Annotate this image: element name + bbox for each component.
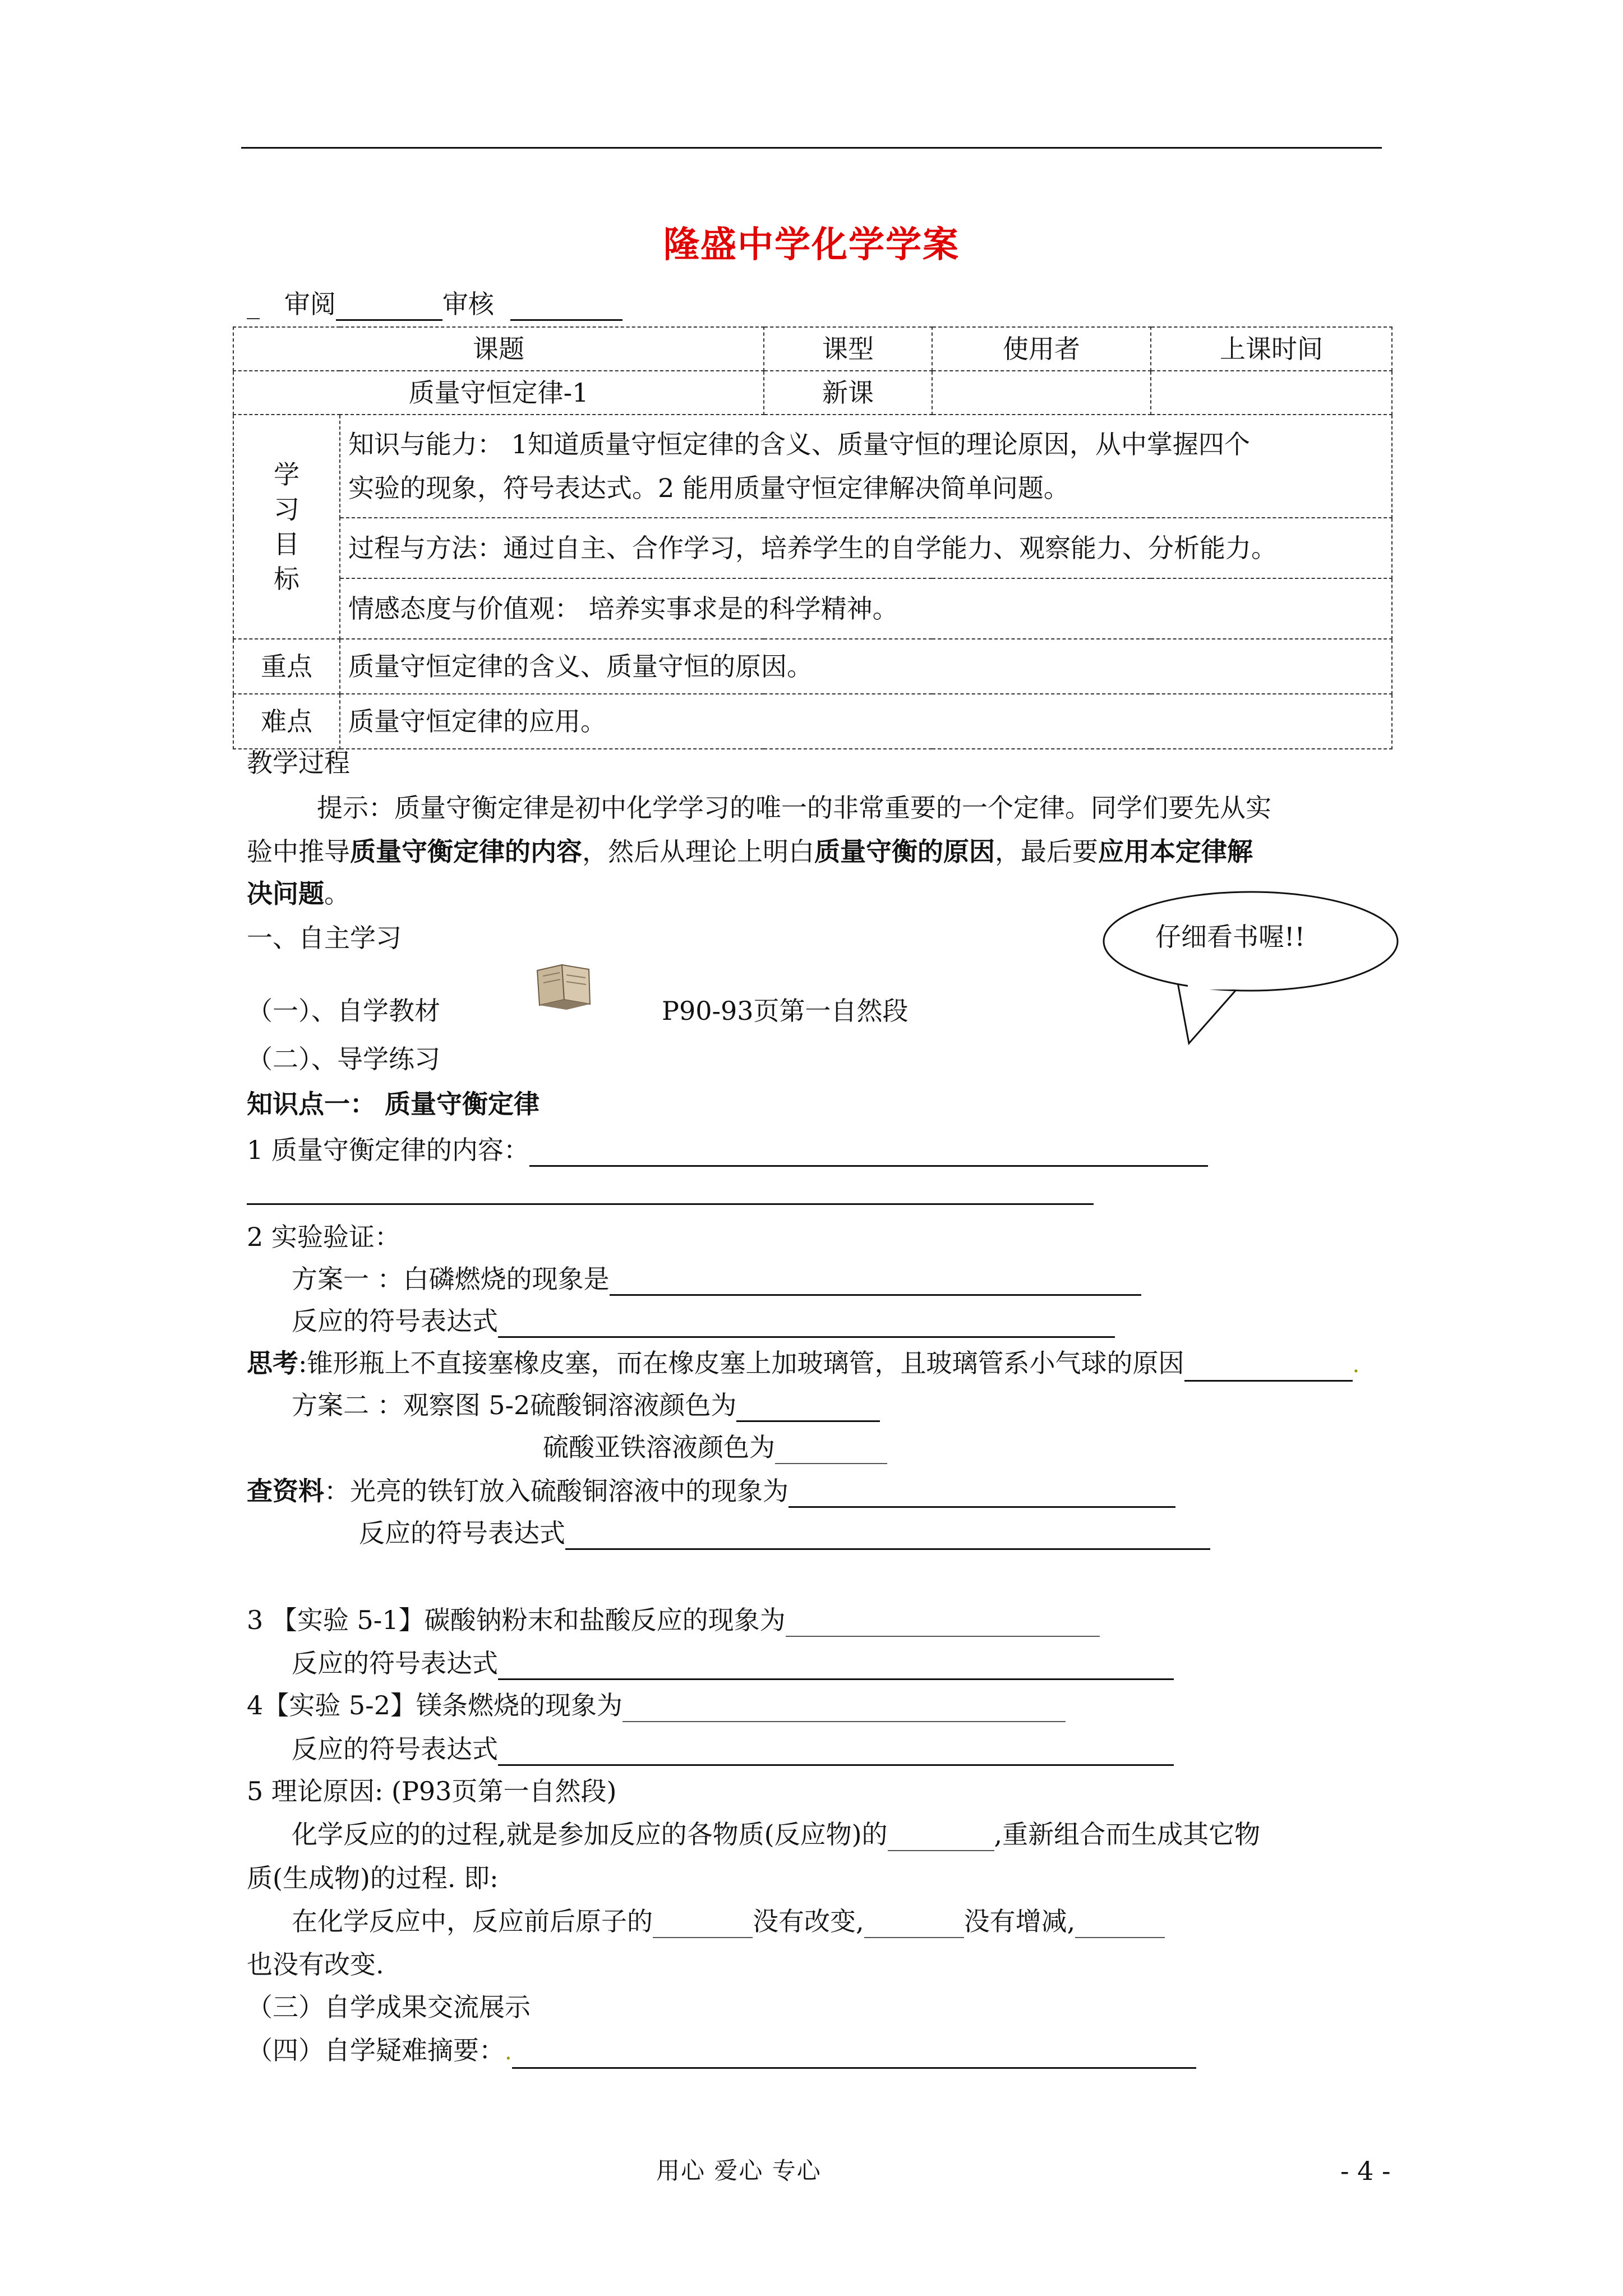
hint-emphasis: 质量守衡的原因	[814, 836, 995, 867]
objectives-char: 标	[274, 564, 299, 594]
theory-text: 没有增减,	[963, 1906, 1076, 1936]
review-line	[247, 287, 623, 321]
lookup-expr	[359, 1516, 1210, 1550]
theory-text: 没有改变,	[753, 1906, 864, 1936]
plan1-blank[interactable]	[610, 1267, 1141, 1296]
header-rule	[241, 147, 1382, 149]
item-1-pages: P90-93页第一自然段	[662, 996, 909, 1026]
hint-emphasis: 决问题	[247, 878, 324, 909]
section-4	[247, 2033, 1196, 2069]
plan1-expr-label: 反应的符号表达式	[292, 1306, 498, 1336]
difficulty: 质量守恒定律的应用。	[340, 694, 1392, 749]
hint-text: 。	[324, 878, 350, 909]
table-row	[233, 639, 1392, 694]
q1-blank[interactable]	[529, 1138, 1208, 1167]
bubble-text: 仔细看书喔!!	[1155, 922, 1305, 952]
q1	[247, 1133, 1208, 1167]
plan2b-blank[interactable]	[775, 1436, 887, 1464]
plan2	[292, 1388, 880, 1422]
objectives-char: 习	[274, 494, 299, 524]
lookup-label: 查资料	[247, 1476, 324, 1506]
difficulty-label: 难点	[233, 694, 340, 749]
table-row	[233, 578, 1392, 639]
objectives-char: 学	[274, 459, 299, 490]
review-prefix: _	[247, 289, 260, 319]
q4-expr-label: 反应的符号表达式	[292, 1734, 498, 1764]
theory-line-4: 也没有改变.	[247, 1949, 384, 1980]
lookup-text: ：光亮的铁钉放入硫酸铜溶液中的现象为	[324, 1476, 789, 1506]
think	[247, 1346, 1359, 1382]
theory-blank-2[interactable]	[653, 1910, 753, 1938]
section-1: 一、自主学习	[247, 923, 402, 953]
audit-blank[interactable]	[510, 292, 623, 321]
theory-blank-1[interactable]	[888, 1823, 994, 1851]
header-type: 课型	[764, 327, 932, 371]
theory-line-2: 质(生成物)的过程. 即:	[247, 1863, 499, 1893]
lookup-expr-label: 反应的符号表达式	[359, 1518, 565, 1548]
q4	[247, 1688, 1066, 1722]
objectives-char: 目	[274, 529, 299, 559]
item-2: （二）、导学练习	[247, 1044, 440, 1074]
plan2b-label: 硫酸亚铁溶液颜色为	[543, 1432, 775, 1462]
header-time: 上课时间	[1151, 327, 1392, 371]
think-blank[interactable]	[1184, 1353, 1353, 1382]
table-row	[233, 694, 1392, 749]
q3	[247, 1603, 1100, 1637]
page-number: - 4 -	[1340, 2156, 1391, 2186]
theory-text: ,重新组合而生成其它物	[994, 1819, 1261, 1849]
table-row	[233, 371, 1392, 415]
q2: 2 实验验证：	[247, 1222, 400, 1252]
lookup-blank[interactable]	[789, 1479, 1175, 1508]
page-title: 隆盛中学化学学案	[663, 224, 960, 266]
theory-blank-3[interactable]	[864, 1910, 964, 1938]
plan2-blank[interactable]	[736, 1393, 880, 1422]
q4-expr-blank[interactable]	[498, 1737, 1174, 1766]
plan1	[292, 1262, 1141, 1296]
q3-expr-label: 反应的符号表达式	[292, 1648, 498, 1678]
q3-expr-blank[interactable]	[498, 1651, 1174, 1680]
q3-label: 3 【实验 5-1】碳酸钠粉末和盐酸反应的现象为	[247, 1605, 786, 1635]
audit-label: 审核	[442, 289, 494, 319]
theory-text: 化学反应的的过程,就是参加反应的各物质(反应物)的	[292, 1819, 888, 1849]
review-blank[interactable]	[336, 292, 442, 321]
user-value[interactable]	[932, 371, 1151, 415]
process-heading: 教学过程	[247, 748, 350, 778]
plan1-expr-blank[interactable]	[498, 1309, 1115, 1338]
key-point-label: 重点	[233, 639, 340, 694]
plan1-expr	[292, 1304, 1115, 1338]
review-label: 审阅	[284, 289, 336, 319]
table-header-row	[233, 327, 1392, 371]
time-value[interactable]	[1151, 371, 1392, 415]
hint-line-2	[247, 835, 1253, 868]
speech-bubble	[1094, 886, 1408, 1055]
objective-process: 过程与方法：通过自主、合作学习，培养学生的自学能力、观察能力、分析能力。	[340, 518, 1392, 578]
plan2-label: 方案二 ：观察图 5-2硫酸铜溶液颜色为	[292, 1390, 737, 1420]
hint-line-1	[317, 791, 1271, 825]
q3-expr	[292, 1646, 1174, 1680]
objective-knowledge-line: 实验的现象，符号表达式。2 能用质量守恒定律解决简单问题。	[348, 473, 1069, 503]
plan2b	[543, 1430, 887, 1464]
objective-knowledge	[340, 415, 1392, 518]
hint-emphasis: 质量守衡定律的内容	[350, 836, 582, 867]
book-icon	[533, 960, 594, 1011]
footer-motto: 用心 爱心 专心	[656, 2157, 822, 2184]
plan1-label: 方案一 ：白磷燃烧的现象是	[292, 1264, 610, 1294]
hint-line-3	[247, 877, 350, 910]
lookup	[247, 1474, 1175, 1508]
objective-knowledge-line: 知识与能力： 1知道质量守恒定律的含义、质量守恒的理论原因，从中掌握四个	[348, 429, 1250, 459]
q5: 5 理论原因: (P93页第一自然段)	[247, 1776, 617, 1806]
key-point: 质量守恒定律的含义、质量守恒的原因。	[340, 639, 1392, 694]
q4-expr	[292, 1732, 1174, 1766]
table-row	[233, 518, 1392, 578]
table-row	[233, 415, 1392, 518]
think-label: 思考	[247, 1348, 298, 1378]
topic-value: 质量守恒定律-1	[233, 371, 764, 415]
section-3: （三）自学成果交流展示	[247, 1992, 531, 2022]
lesson-info-table	[233, 326, 1393, 749]
objective-attitude: 情感态度与价值观： 培养实事求是的科学精神。	[340, 578, 1392, 639]
hint-prefix: 提示：	[317, 793, 394, 823]
q1-blank-line-2[interactable]	[247, 1203, 1094, 1205]
q1-label: 1 质量守衡定律的内容：	[247, 1135, 529, 1165]
think-text: :锥形瓶上不直接塞橡皮塞，而在橡皮塞上加玻璃管，且玻璃管系小气球的原因	[298, 1348, 1184, 1378]
knowledge-point-1: 知识点一： 质量守衡定律	[247, 1089, 540, 1119]
hint-text: 质量守衡定律是初中化学学习的唯一的非常重要的一个定律。同学们要先从实	[394, 793, 1271, 823]
q3-blank[interactable]	[786, 1609, 1100, 1637]
hint-emphasis: 应用本定律解	[1098, 836, 1253, 867]
hint-text: ，最后要	[995, 836, 1098, 867]
lookup-expr-blank[interactable]	[565, 1521, 1210, 1550]
type-value: 新课	[764, 371, 932, 415]
hint-text: ，然后从理论上明白	[582, 836, 814, 867]
header-user: 使用者	[932, 327, 1151, 371]
section-4-blank[interactable]	[512, 2040, 1196, 2069]
theory-line-1	[292, 1818, 1260, 1851]
theory-text: 在化学反应中，反应前后原子的	[292, 1906, 653, 1936]
hint-text: 验中推导	[247, 836, 350, 867]
mark-dot: .	[505, 2039, 512, 2065]
theory-line-3	[292, 1904, 1165, 1938]
mark-dot: .	[1352, 1352, 1360, 1378]
section-4-label: （四）自学疑难摘要：	[247, 2035, 505, 2065]
q4-label: 4【实验 5-2】镁条燃烧的现象为	[247, 1690, 623, 1720]
q4-blank[interactable]	[623, 1694, 1066, 1722]
objectives-label	[233, 415, 340, 639]
theory-blank-4[interactable]	[1075, 1910, 1165, 1938]
header-topic: 课题	[233, 327, 764, 371]
item-1: （一）、自学教材	[247, 996, 440, 1026]
